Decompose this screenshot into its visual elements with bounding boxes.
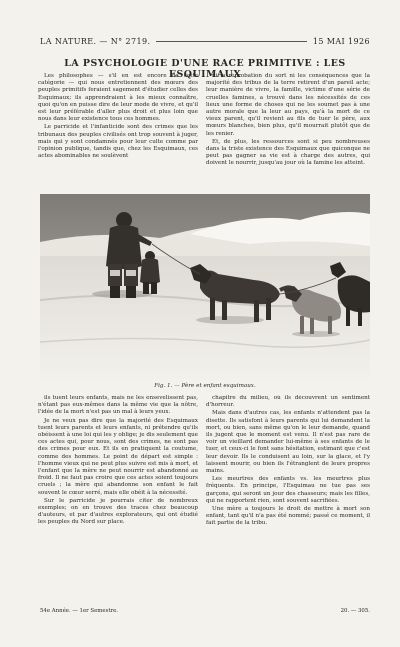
paragraph: Je ne veux pas dire que la majorité des Esquimaux tuent leurs parents et leurs enfants, ni prétendre qu'ils obéissent à une loi qui les y oblige; je dis seulement que ces actes qui, pour nous, sont des crimes, ne sont pas des crimes pour eux. Et ils en pratiquent la coutume, comme des hommes. Le point de départ est simple : l'homme vieux qui ne peut plus suivre est mis à mort, et l'enfant que la mère ne peut nourrir est abandonné au froid. Il ne faut pas croire que ces actes soient toujours cruels ; la mère qui abandonne son enfant le fait souvent le cœur serré, mais elle obéit à la nécessité.	[38, 417, 198, 496]
text-column-top-left	[38, 73, 198, 193]
paragraph: Le parricide et l'infanticide sont des crimes que les tribunaux des peuples civilisés ont trop souvent à juger, mais qui y sont condamnés pour leur culte comme par l'opinion publique, tandis que, chez les Esquimaux, ces actes abominables ne soulèvent	[38, 124, 198, 160]
running-header	[40, 34, 370, 48]
paragraph: Les philosophes — s'il en est encore de cette catégorie — qui nous entretiennent des mœurs des peuples primitifs feraient sagement d'étudier celles des Esquimaux; ils apprendraient à les mieux connaître, quoi qu'on en puisse dire de leur mode de vivre, et qu'il est leur préférable d'aller plus droit et plus loin que nous dans leur existence tous ces hommes.	[38, 73, 198, 123]
text-column-bottom-right	[206, 395, 370, 603]
paragraph: Mais dans d'autres cas, les enfants n'attendent pas la disette. Ils satisfont à leurs parents qui lui demandent la mort, ou bien, sans même qu'on le leur demande, quand ils jugent que le moment est venu. Il n'est pas rare de voir un vieillard demander lui-même à ses enfants de le tuer, et ceux-ci le font sans hésitation, estimant que c'est leur devoir. Ils le conduisent au loin, sur la glace, et l'y laissent mourir, ou bien ils l'étranglent de leurs propres mains.	[206, 410, 370, 475]
paragraph: Sur le parricide je pourrais citer de nombreux exemples; on en trouve des traces chez beaucoup d'auteurs, et par d'autres explorateurs, qui ont étudié les peuples du Nord sur place.	[38, 497, 198, 526]
paragraph: chapitre du milieu, où ils découvrent un sentiment d'horreur.	[206, 395, 370, 409]
issue-date: 15 MAI 1926	[312, 36, 370, 46]
page-footer	[40, 608, 370, 618]
volume-info: 54e Année. — 1er Semestre.	[40, 608, 119, 614]
paragraph: Les meurtres des enfants vs. les meurtres plus fréquents. En principe, l'Esquimau ne tue pas ses garçons, qui seront un jour des chasseurs; mais les filles, qui ne rapportent rien, sont souvent sacrifiées.	[206, 476, 370, 504]
paragraph: ni la réprobation du sort ni les conséquences que la majorité des tribus de la terre retirent d'un pareil acte; leur manière de vivre, la famille, victime d'une série de cruelles famines, a trouvé dans les nécessités de ces lieux une forme de choses qui ne les soumet pas à une autre morale que la leur au pays, qu'à la mort de ce vieux parent, qu'il revient au fils de tuer le père, aux mœurs blanches, bien plus, qu'il mourrait plutôt que de les renier.	[206, 73, 370, 137]
text-column-top-right	[206, 73, 370, 193]
photograph-inuit-father-child-dogs	[40, 194, 370, 380]
paragraph: Et, de plus, les ressources sont si peu nombreuses dans la triste existence des Esquimaux que quiconque ne peut pas gagner sa vie est à charge des autres, qui doivent le nourrir, jusqu'au jour où la famine les atteint.	[206, 138, 370, 167]
text-column-bottom-left	[38, 395, 198, 603]
journal-issue: LA NATURE. — N° 2719.	[40, 36, 151, 46]
figure-caption: Fig. 1. — Père et enfant esquimaux.	[154, 383, 256, 389]
paragraph: Une mère a toujours le droit de mettre à mort son enfant, tant qu'il n'a pas été nommé; passé ce moment, il fait partie de la tribu.	[206, 506, 370, 527]
paragraph: ils tuent leurs enfants, mais ne les ensevelissent pas, n'étant pas eux-mêmes dans la même vie que la nôtre, l'idée de la mort n'est pas un mal à leurs yeux.	[38, 395, 198, 416]
page-number: 20. — 305.	[340, 608, 370, 614]
header-rule	[156, 41, 306, 42]
article-title: LA PSYCHOLOGIE D'UNE RACE PRIMITIVE : LES ESQUIMAUX	[64, 58, 346, 80]
